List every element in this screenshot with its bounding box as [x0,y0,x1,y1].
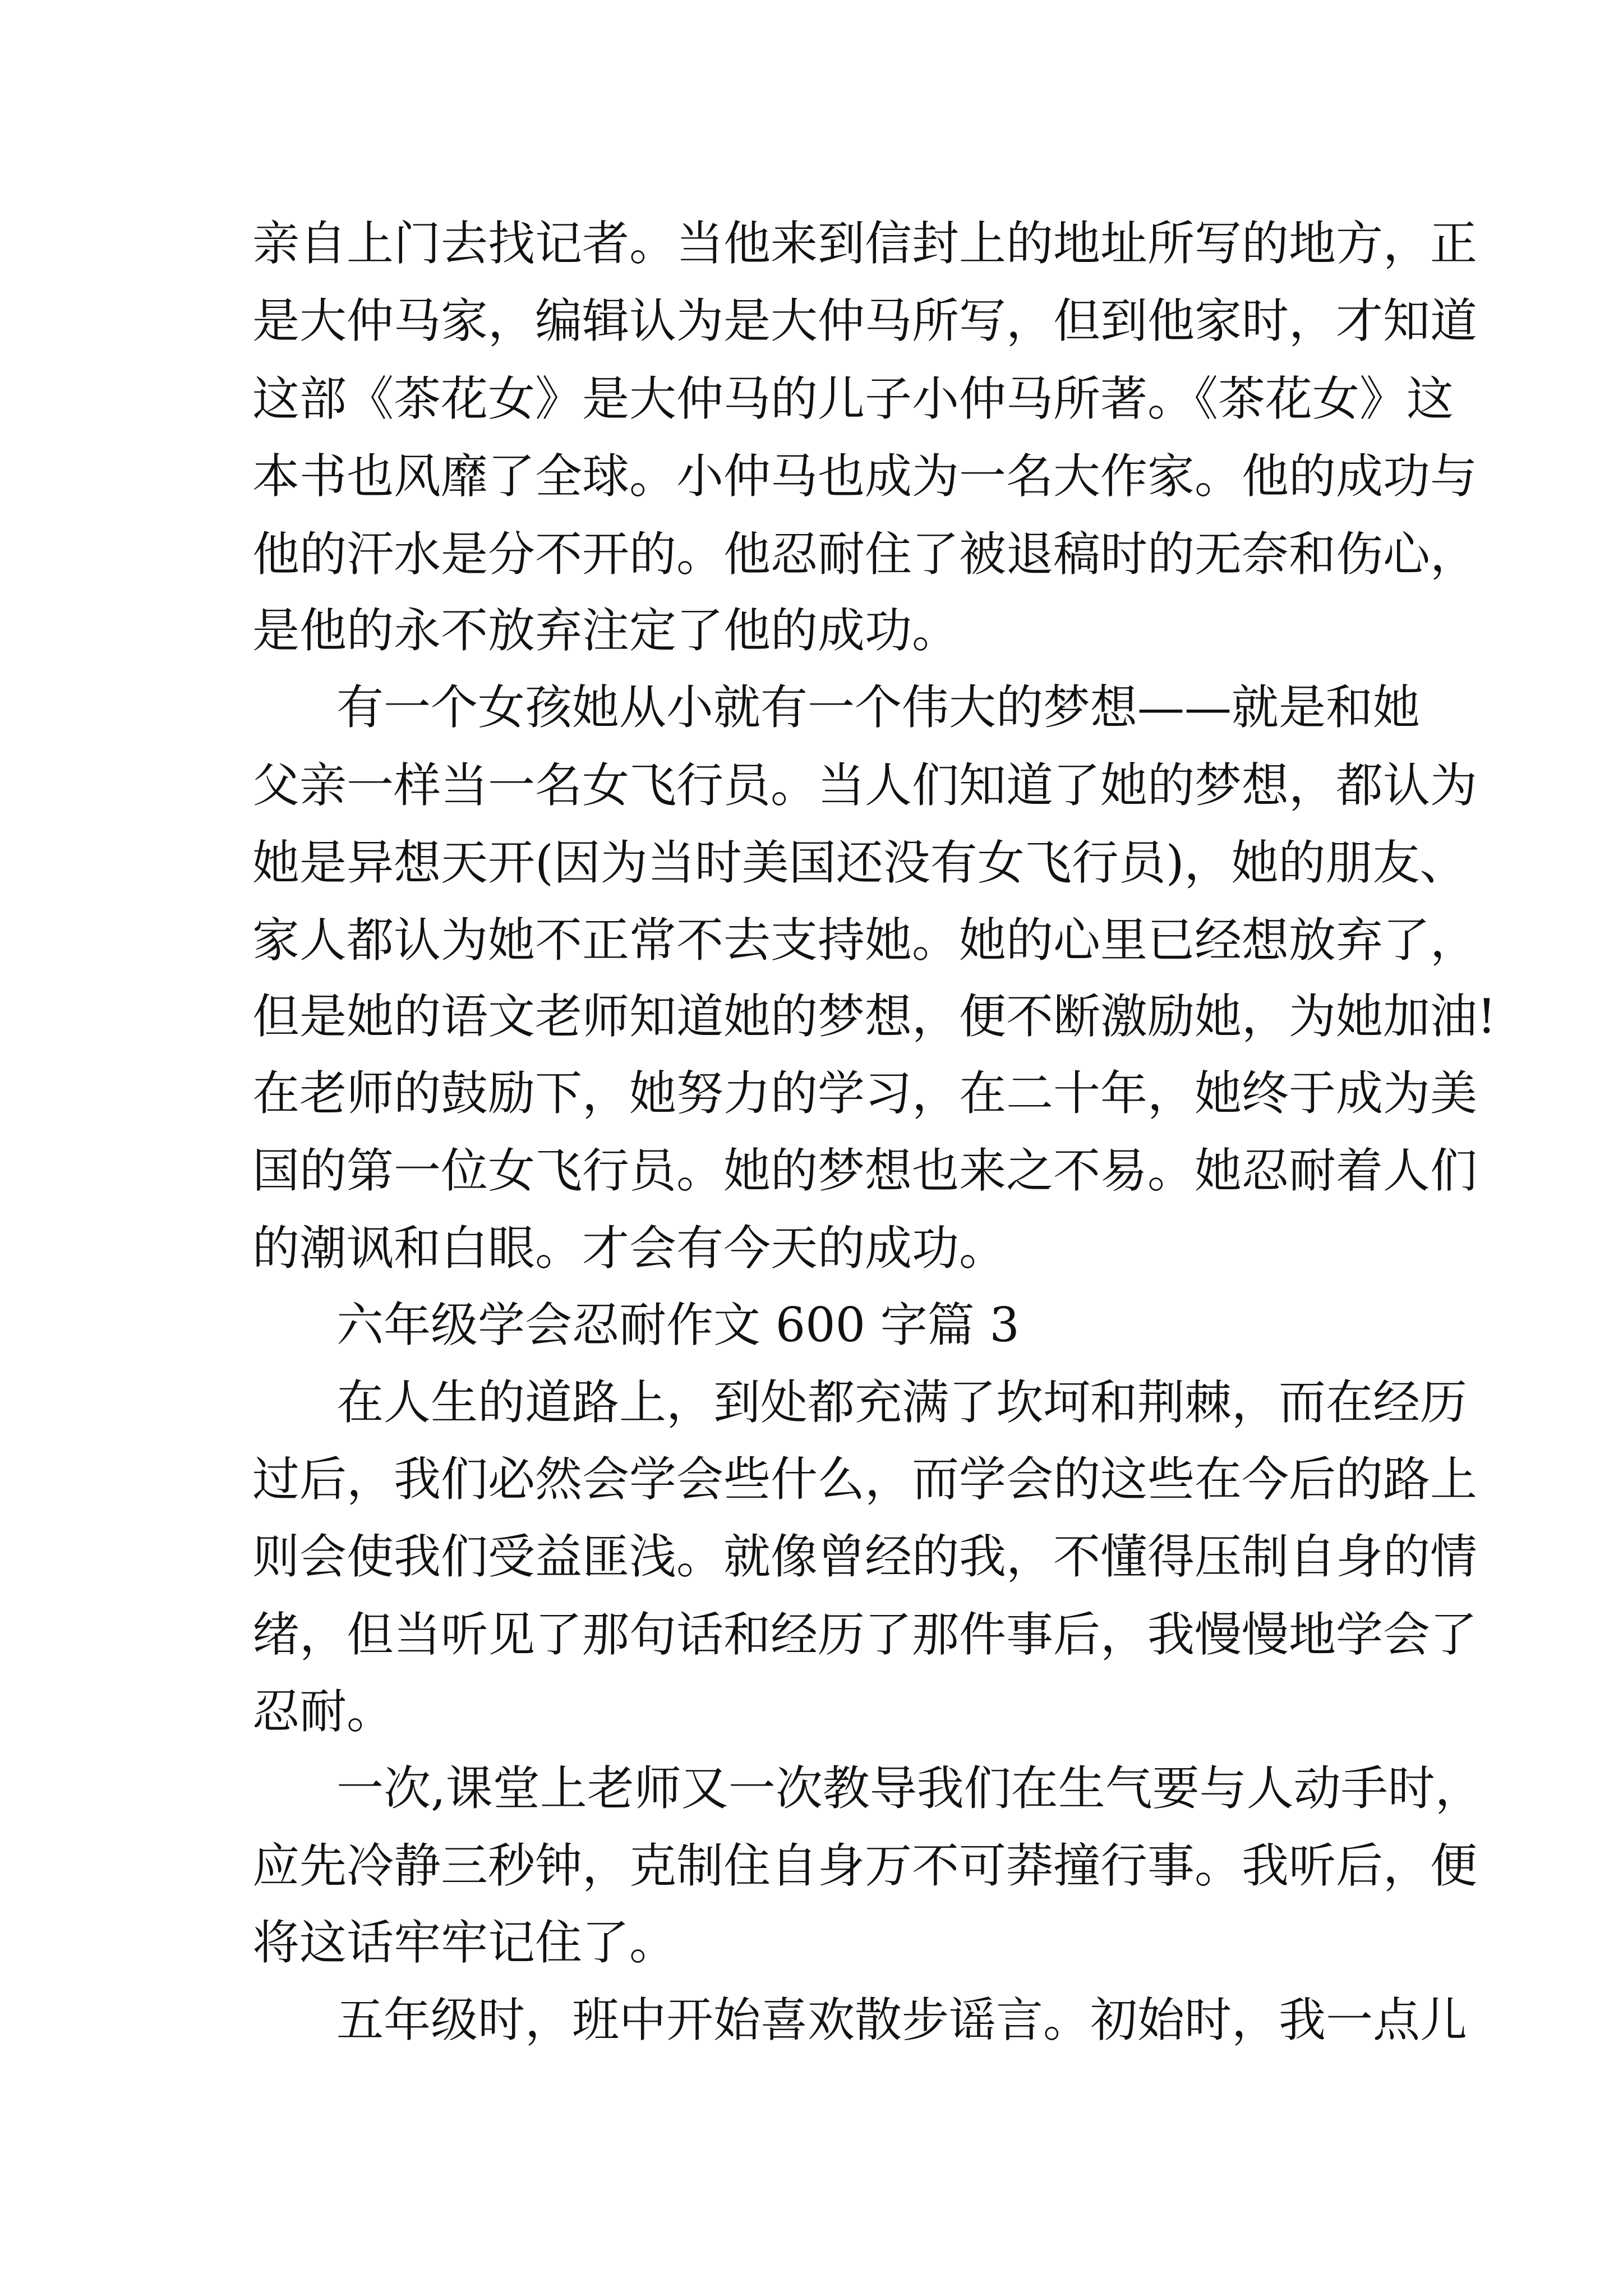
text-line: 家人都认为她不正常不去支持她。她的心里已经想放弃了， [252,913,1478,968]
text-line: 这部《茶花女》是大仲马的儿子小仲马所著。《茶花女》这 [252,371,1454,426]
text-line: 她是异想天开(因为当时美国还没有女飞行员)，她的朋友、 [252,835,1467,890]
text-line: 则会使我们受益匪浅。就像曾经的我，不懂得压制自身的情 [252,1529,1478,1584]
text-line: 亲自上门去找记者。当他来到信封上的地址所写的地方，正 [252,216,1478,271]
text-line: 在老师的鼓励下，她努力的学习，在二十年，她终于成为美 [252,1066,1478,1121]
text-line: 是他的永不放弃注定了他的成功。 [252,603,960,658]
paragraph-first-line: 一次,课堂上老师又一次教导我们在生气要与人动手时， [336,1761,1482,1816]
text-line: 绪，但当听见了那句话和经历了那件事后，我慢慢地学会了 [252,1607,1478,1662]
section-heading: 六年级学会忍耐作文 600 字篇 3 [336,1297,1020,1352]
text-line: 应先冷静三秒钟，克制住自身万不可莽撞行事。我听后，便 [252,1838,1478,1893]
text-line: 国的第一位女飞行员。她的梦想也来之不易。她忍耐着人们 [252,1143,1478,1198]
text-line: 将这话牢牢记住了。 [252,1915,677,1970]
text-line: 是大仲马家，编辑认为是大仲马所写，但到他家时，才知道 [252,293,1478,348]
paragraph-first-line: 五年级时，班中开始喜欢散步谣言。初始时，我一点儿 [336,1993,1468,2047]
text-line: 他的汗水是分不开的。他忍耐住了被退稿时的无奈和伤心， [252,527,1478,582]
text-line: 过后，我们必然会学会些什么，而学会的这些在今后的路上 [252,1452,1478,1507]
text-line: 忍耐。 [252,1684,394,1739]
text-line: 但是她的语文老师知道她的梦想，便不断激励她，为她加油! [252,989,1496,1044]
text-line: 的潮讽和白眼。才会有今天的成功。 [252,1221,1007,1276]
paragraph-first-line: 有一个女孩她从小就有一个伟大的梦想——就是和她 [336,680,1421,735]
text-line: 本书也风靡了全球。小仲马也成为一名大作家。他的成功与 [252,449,1478,504]
text-line: 父亲一样当一名女飞行员。当人们知道了她的梦想，都认为 [252,758,1478,813]
paragraph-first-line: 在人生的道路上，到处都充满了坎坷和荆棘，而在经历 [336,1375,1468,1430]
